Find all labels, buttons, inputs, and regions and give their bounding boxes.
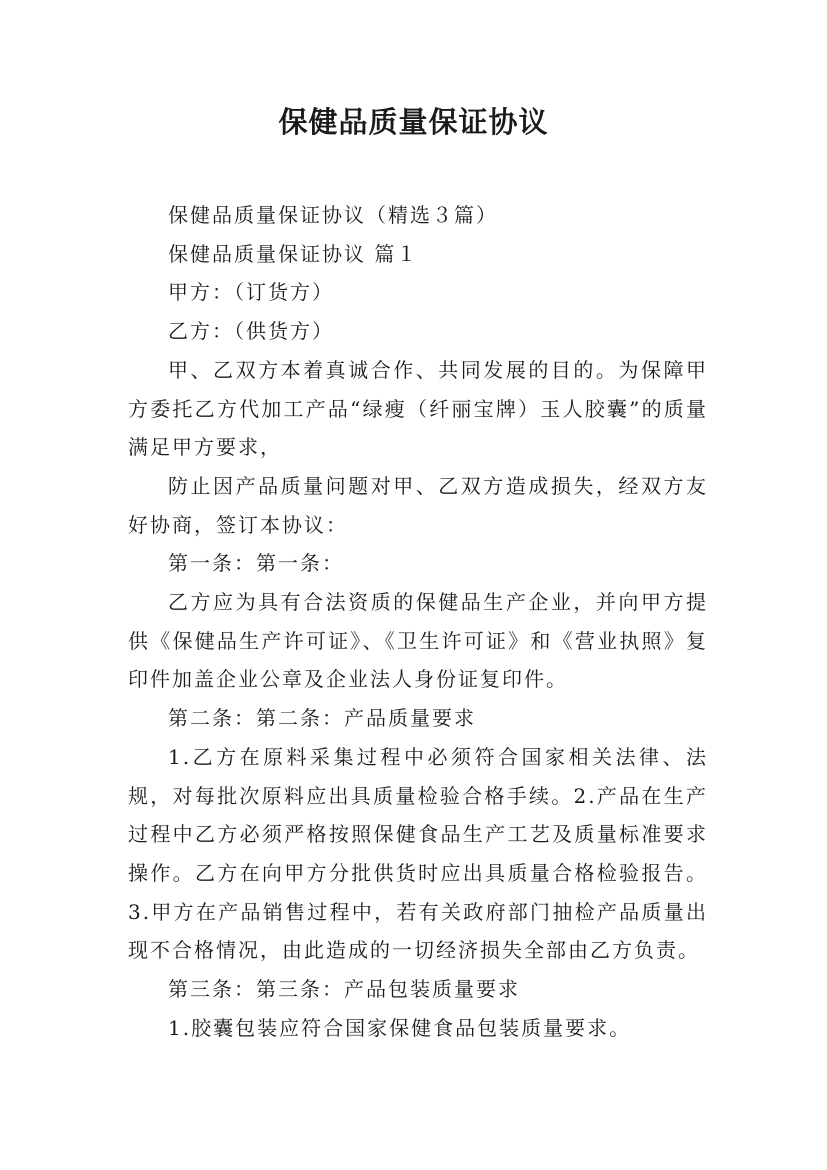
paragraph: 乙方：（供货方） [168, 319, 334, 344]
paragraph: 乙方应为具有合法资质的保健品生产企业，并向甲方提供《保健品生产许可证》、《卫生许可证》和《营业执照》复印件加盖企业公章及企业法人身份证复印件。 [128, 590, 708, 692]
paragraph: 甲、乙双方本着真诚合作、共同发展的目的。为保障甲方委托乙方代加工产品“绿瘦（纤丽宝牌）玉人胶囊”的质量满足甲方要求， [128, 357, 708, 460]
article-heading: 第三条：第三条：产品包装质量要求 [168, 977, 520, 1002]
paragraph: 防止因产品质量问题对甲、乙双方造成损失，经双方友好协商，签订本协议： [128, 473, 708, 537]
paragraph: 保健品质量保证协议 篇１ [168, 241, 419, 266]
paragraph: 1.乙方在原料采集过程中必须符合国家相关法律、法规，对每批次原料应出具质量检验合格手续。2.产品在生产过程中乙方必须严格按照保健食品生产工艺及质量标准要求操作。乙方在向甲方分批供货时应出具质量合格检验报告。3.甲方在产品销售过程中，若有关政府部门抽检产品质量出现不合格情况，由此造成的一切经济损失全部由乙方负责。 [128, 744, 708, 963]
document-body [128, 196, 708, 1047]
document-title: 保健品质量保证协议 [278, 105, 549, 139]
paragraph: 保健品质量保证协议（精选３篇） [168, 203, 498, 227]
paragraph: 甲方：（订货方） [168, 280, 334, 305]
paragraph: 1.胶囊包装应符合国家保健食品包装质量要求。 [168, 1015, 632, 1040]
article-heading: 第一条：第一条： [168, 551, 344, 576]
article-heading: 第二条：第二条：产品质量要求 [168, 706, 476, 731]
